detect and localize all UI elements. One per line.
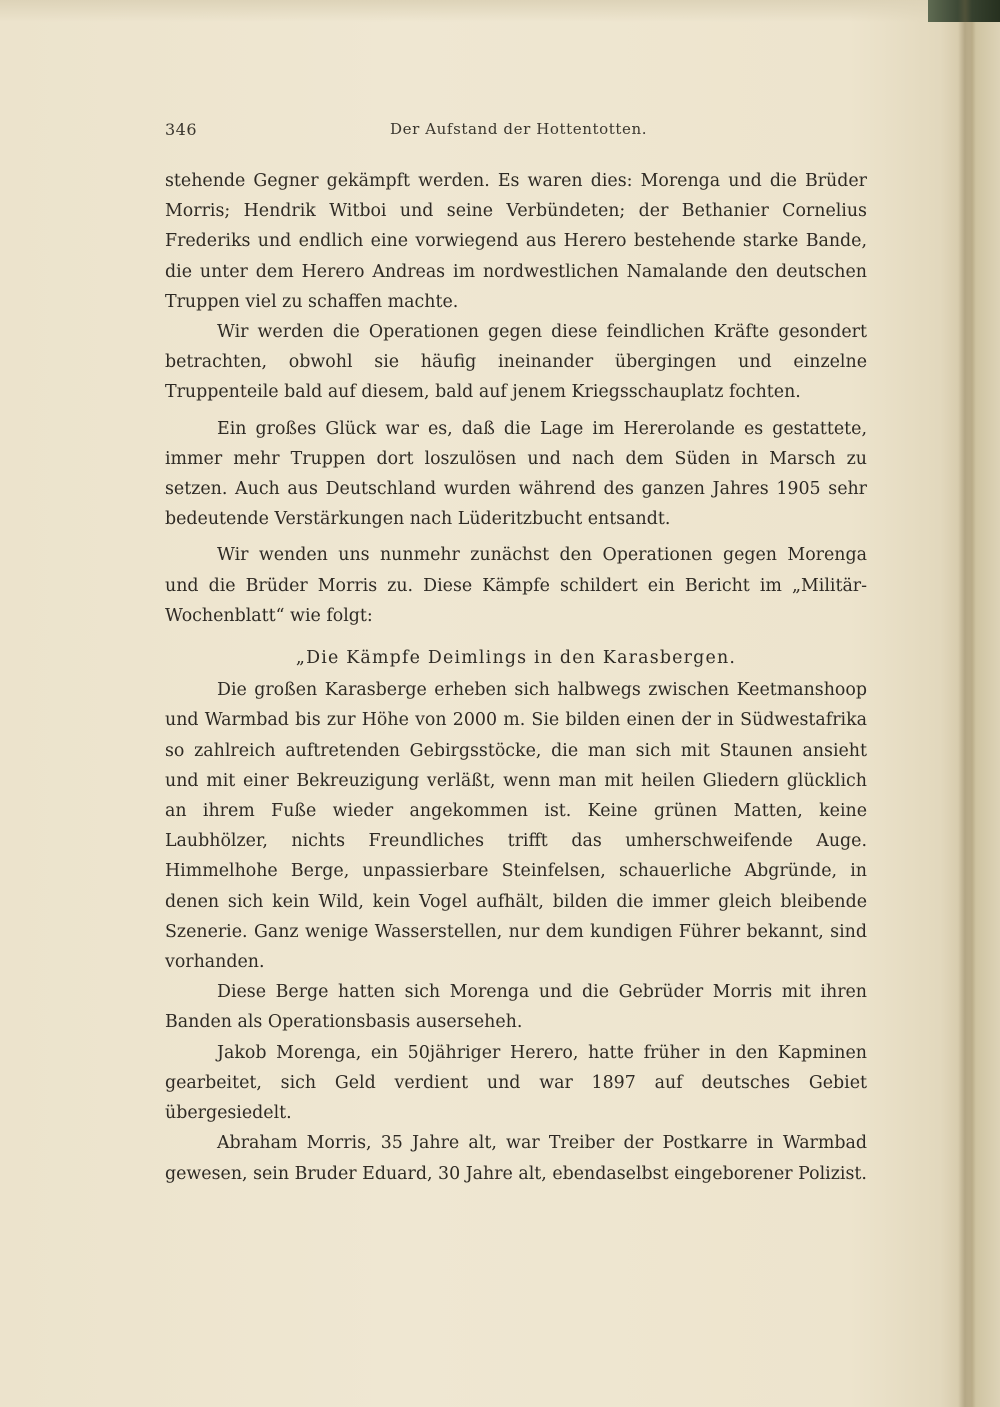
paragraph: Diese Berge hatten sich Morenga und die Gebrüder Morris mit ihren Banden als Operationsbasis auserseheh. xyxy=(165,982,867,1033)
paragraph: Wir wenden uns nunmehr zunächst den Operationen gegen Morenga und die Brüder Morris zu. Diese Kämpfe schildert ein Bericht im „Militär-Wochenblatt“ wie folgt: xyxy=(165,545,867,626)
section-heading: „Die Kämpfe Deimlings in den Karasbergen. xyxy=(295,648,737,669)
running-head: Der Aufstand der Hottentotten. xyxy=(390,120,648,138)
paragraph: Wir werden die Operationen gegen diese feindlichen Kräfte gesondert betrachten, obwohl sie häufig ineinander übergingen und einzelne Truppenteile bald auf diesem, bald auf jenem Kriegsschauplatz fochten. xyxy=(165,322,867,403)
paragraph: Ein großes Glück war es, daß die Lage im Hererolande es gestattete, immer mehr Truppen dort loszulösen und nach dem Süden in Marsch zu setzen. Auch aus Deutschland wurden während des ganzen Jahres 1905 sehr bedeutende Verstärkungen nach Lüderitzbucht entsandt. xyxy=(165,418,867,530)
page-top-edge xyxy=(0,0,1000,22)
paragraph: stehende Gegner gekämpft werden. Es waren dies: Morenga und die Brüder Morris; Hendrik Witboi und seine Verbündeten; der Bethanier Cornelius Frederiks und endlich eine vorwiegend aus Herero bestehende starke Bande, die unter dem Herero Andreas im nordwestlichen Namalande den deutschen Truppen viel zu schaffen machte. xyxy=(165,171,867,312)
page-fold-shadow xyxy=(958,0,972,1407)
paragraph: Jakob Morenga, ein 50jähriger Herero, hatte früher in den Kapminen gearbeitet, sich Geld verdient und war 1897 auf deutsches Gebiet übergesiedelt. xyxy=(165,1042,867,1124)
body-text xyxy=(165,166,867,1189)
paragraph: Die großen Karasberge erheben sich halbwegs zwischen Keetmanshoop und Warmbad bis zur Höhe von 2000 m. Sie bilden einen der in Südwestafrika so zahlreich auftretenden Gebirgsstöcke, die man sich mit Staunen ansieht und mit einer Bekreuzigung verläßt, wenn man mit heilen Gliedern glücklich an ihrem Fuße wieder angekommen ist. Keine grünen Matten, keine Laubhölzer, nichts Freundliches trifft das umherschweifende Auge. Himmelhohe Berge, unpassierbare Steinfelsen, schauerliche Abgründe, in denen sich kein Wild, kein Vogel aufhält, bilden die immer gleich bleibende Szenerie. Ganz wenige Wasserstellen, nur dem kundigen Führer bekannt, sind vorhanden. xyxy=(165,680,867,973)
paragraph: Abraham Morris, 35 Jahre alt, war Treiber der Postkarre in Warmbad gewesen, sein Bruder Eduard, 30 Jahre alt, ebendaselbst eingeborener Polizist. xyxy=(165,1133,867,1184)
page-number: 346 xyxy=(165,120,198,139)
